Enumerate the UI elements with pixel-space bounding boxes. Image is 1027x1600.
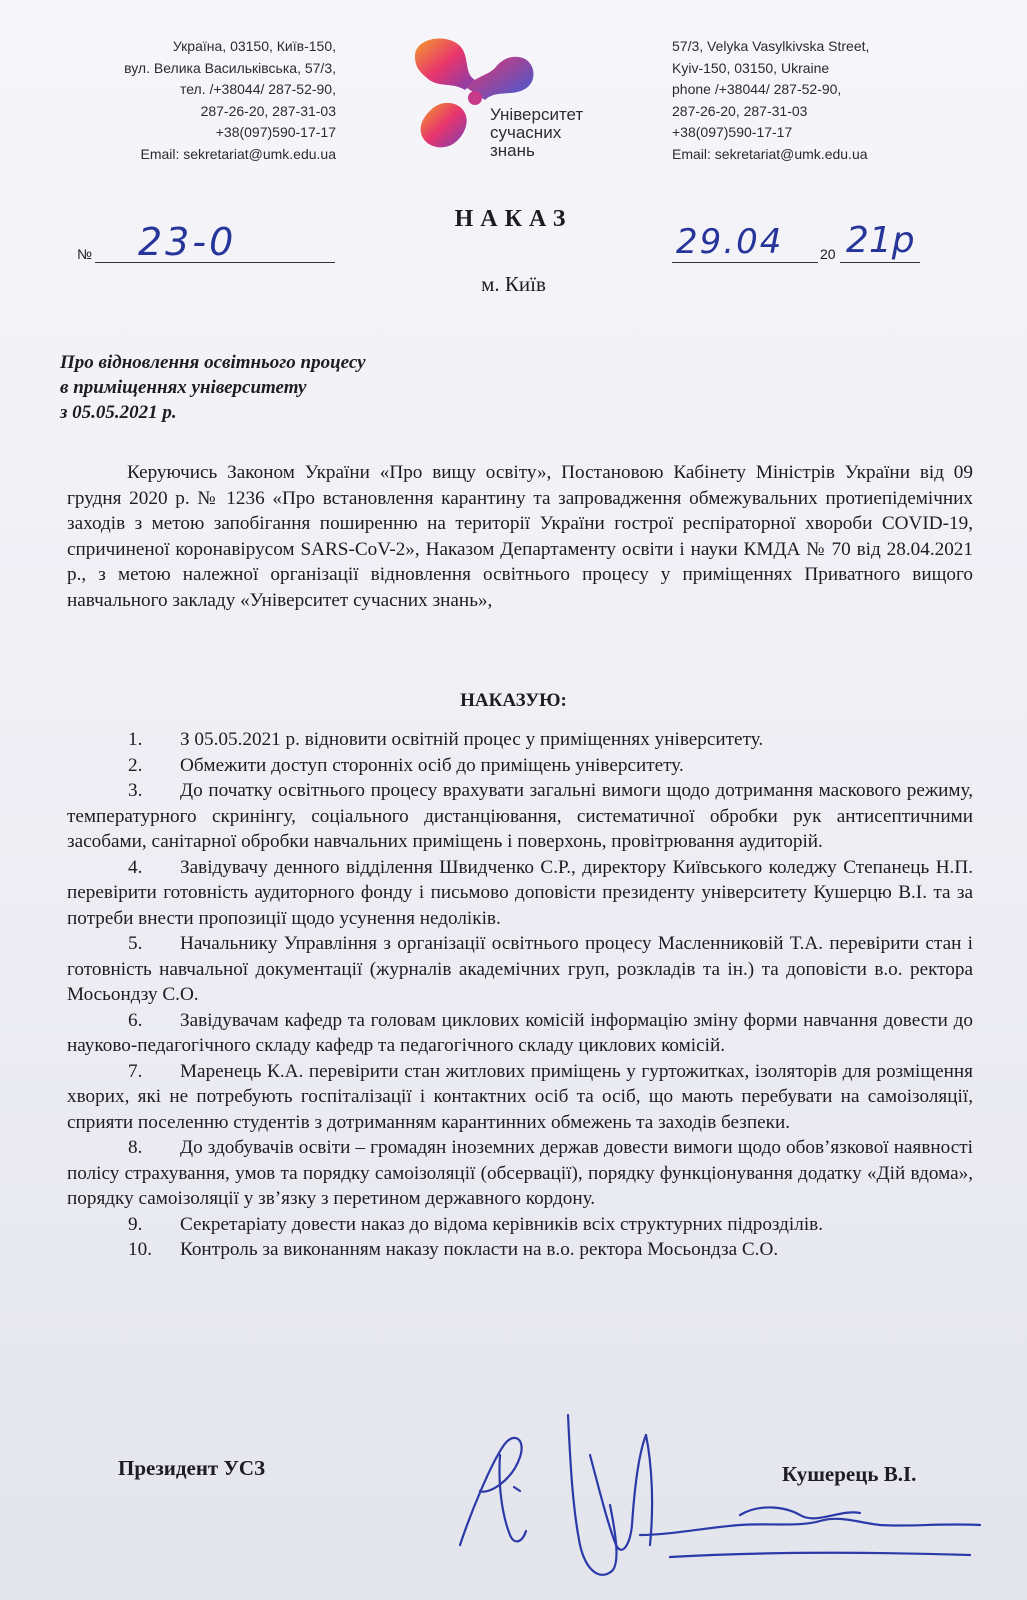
year-underline (840, 262, 920, 263)
address-ukrainian (60, 36, 336, 165)
order-item-number: 10. (128, 1239, 152, 1260)
order-item-number: 4. (128, 856, 143, 878)
order-item-number: 7. (128, 1060, 143, 1082)
order-item-number: 5. (128, 933, 143, 954)
order-item (67, 1008, 973, 1059)
order-item-text: Обмежити доступ сторонніх осіб до приміщень університету. (180, 754, 684, 776)
address-line: +38(097)590-17-17 (215, 124, 336, 140)
address-line: 57/3, Velyka Vasylkivska Street, (672, 38, 870, 54)
order-item-number: 9. (128, 1213, 143, 1235)
address-line: Kyiv-150, 03150, Ukraine (672, 59, 830, 76)
address-line: Україна, 03150, Київ-150, (172, 38, 336, 54)
order-item-number: 8. (128, 1137, 143, 1158)
order-item (67, 1135, 973, 1212)
document-title: НАКАЗ (454, 206, 573, 232)
order-item (67, 931, 973, 1008)
order-item-text: Маренець К.А. перевірити стан житлових приміщень у гуртожитках, ізоляторів для розміщення хворих, які не потребують госпіталізації і контактних осіб та осіб, що мають перебувати на самоізоляції, сприяти поселенню студентів з дотриманням карантинних обмежень та заходів безпеки. (67, 1060, 973, 1133)
handwritten-signature-icon (440, 1395, 1000, 1595)
order-item-text: Секретаріату довести наказ до відома керівників всіх структурних підрозділів. (180, 1213, 824, 1235)
order-item-text: Начальнику Управління з організації освітнього процесу Масленниковій Т.А. перевірити стан і готовність навчальної документації (журналів академічних груп, розкладів та ін.) та доповісти в.о. ректора Мосьондзу С.О. (67, 933, 973, 1005)
address-line: тел. /+38044/ 287-52-90, (179, 81, 336, 97)
order-number: 23-0 (138, 220, 237, 264)
subject-line: з 05.05.2021 р. (60, 402, 177, 423)
order-item-number: 1. (128, 729, 143, 750)
order-item-text: Завідувачу денного відділення Швидченко С.Р., директору Київського коледжу Степанець Н.П. перевірити готовність аудиторного фонду і письмово доповісти президенту університету Кушерцю В.І. та за потреби внести пропозиції щодо усунення недоліків. (67, 856, 973, 929)
address-line: +38(097)590-17-17 (672, 124, 793, 140)
logo-text-line: Університет (490, 105, 584, 124)
order-item (67, 855, 973, 932)
logo-wordmark (490, 106, 583, 160)
order-item-text: З 05.05.2021 р. відновити освітній процес у приміщеннях університету. (180, 729, 764, 750)
order-item (67, 727, 973, 753)
order-item (67, 1212, 973, 1238)
year-prefix: 20 (820, 246, 836, 262)
city: м. Київ (481, 272, 546, 296)
order-date: 29.04 (676, 222, 784, 262)
order-item-number: 6. (128, 1009, 143, 1031)
number-label: № (77, 246, 93, 262)
address-line: Email: sekretariat@umk.edu.ua (140, 145, 336, 162)
order-item (67, 1059, 973, 1136)
order-item-number: 3. (128, 780, 143, 801)
order-item-text: До здобувачів освіти – громадян іноземних держав довести вимоги щодо обов’язкової наявності полісу страхування, умов та порядку самоізоляції (обсервації), порядку функціонування додатку «Дій вдома», порядку самоізоляції у зв’язку з перетином державного кордону. (67, 1137, 973, 1209)
date-underline (672, 262, 818, 263)
signatory-name: Кушерець В.І. (782, 1462, 917, 1486)
order-year: 21р (846, 220, 915, 261)
order-item (67, 778, 973, 855)
address-line: 287-26-20, 287-31-03 (672, 102, 808, 119)
order-item-text: До початку освітнього процесу врахувати загальні вимоги щодо дотримання маскового режиму, температурного скринінгу, соціального дистанціювання, систематичної обробки рук антисептичними засобами, санітарної обробки навчальних приміщень і поверхонь, провітрювання аудиторій. (67, 780, 973, 852)
address-line: phone /+38044/ 287-52-90, (672, 81, 842, 97)
signatory-position: Президент УСЗ (118, 1456, 266, 1480)
order-item-text: Завідувачам кафедр та головам циклових комісій інформацію зміну форми навчання довести до науково-педагогічного складу кафедр та педагогічного складу циклових комісій. (67, 1009, 973, 1056)
order-item-number: 2. (128, 754, 143, 776)
address-line: 287-26-20, 287-31-03 (200, 102, 336, 119)
order-item-text: Контроль за виконанням наказу покласти на в.о. ректора Мосьондза С.О. (180, 1239, 779, 1260)
logo-text-line: знань (490, 141, 535, 160)
preamble-paragraph: Керуючись Законом України «Про вищу освіту», Постановою Кабінету Міністрів України від 09 грудня 2020 р. № 1236 «Про встановлення карантину та запровадження обмежувальних протиепідемічних заходів з метою запобігання поширенню на території України гострої респіраторної хвороби COVID-19, спричиненої коронавірусом SARS-CoV-2», Наказом Департаменту освіти і науки КМДА № 70 від 28.04.2021 р., з метою належної організації відновлення освітнього процесу у приміщеннях Приватного вищого навчального закладу «Університет сучасних знань», (67, 462, 973, 611)
orders-list (67, 727, 973, 1263)
order-item (67, 1237, 973, 1263)
address-english (672, 36, 972, 165)
order-subject (60, 350, 366, 425)
orders-heading: НАКАЗУЮ: (460, 690, 567, 711)
address-line: Email: sekretariat@umk.edu.ua (672, 145, 868, 162)
order-item (67, 753, 973, 779)
subject-line: в приміщеннях університету (60, 377, 307, 398)
subject-line: Про відновлення освітнього процесу (60, 352, 366, 373)
address-line: вул. Велика Васильківська, 57/3, (124, 59, 336, 76)
logo-text-line: сучасних (490, 123, 562, 142)
